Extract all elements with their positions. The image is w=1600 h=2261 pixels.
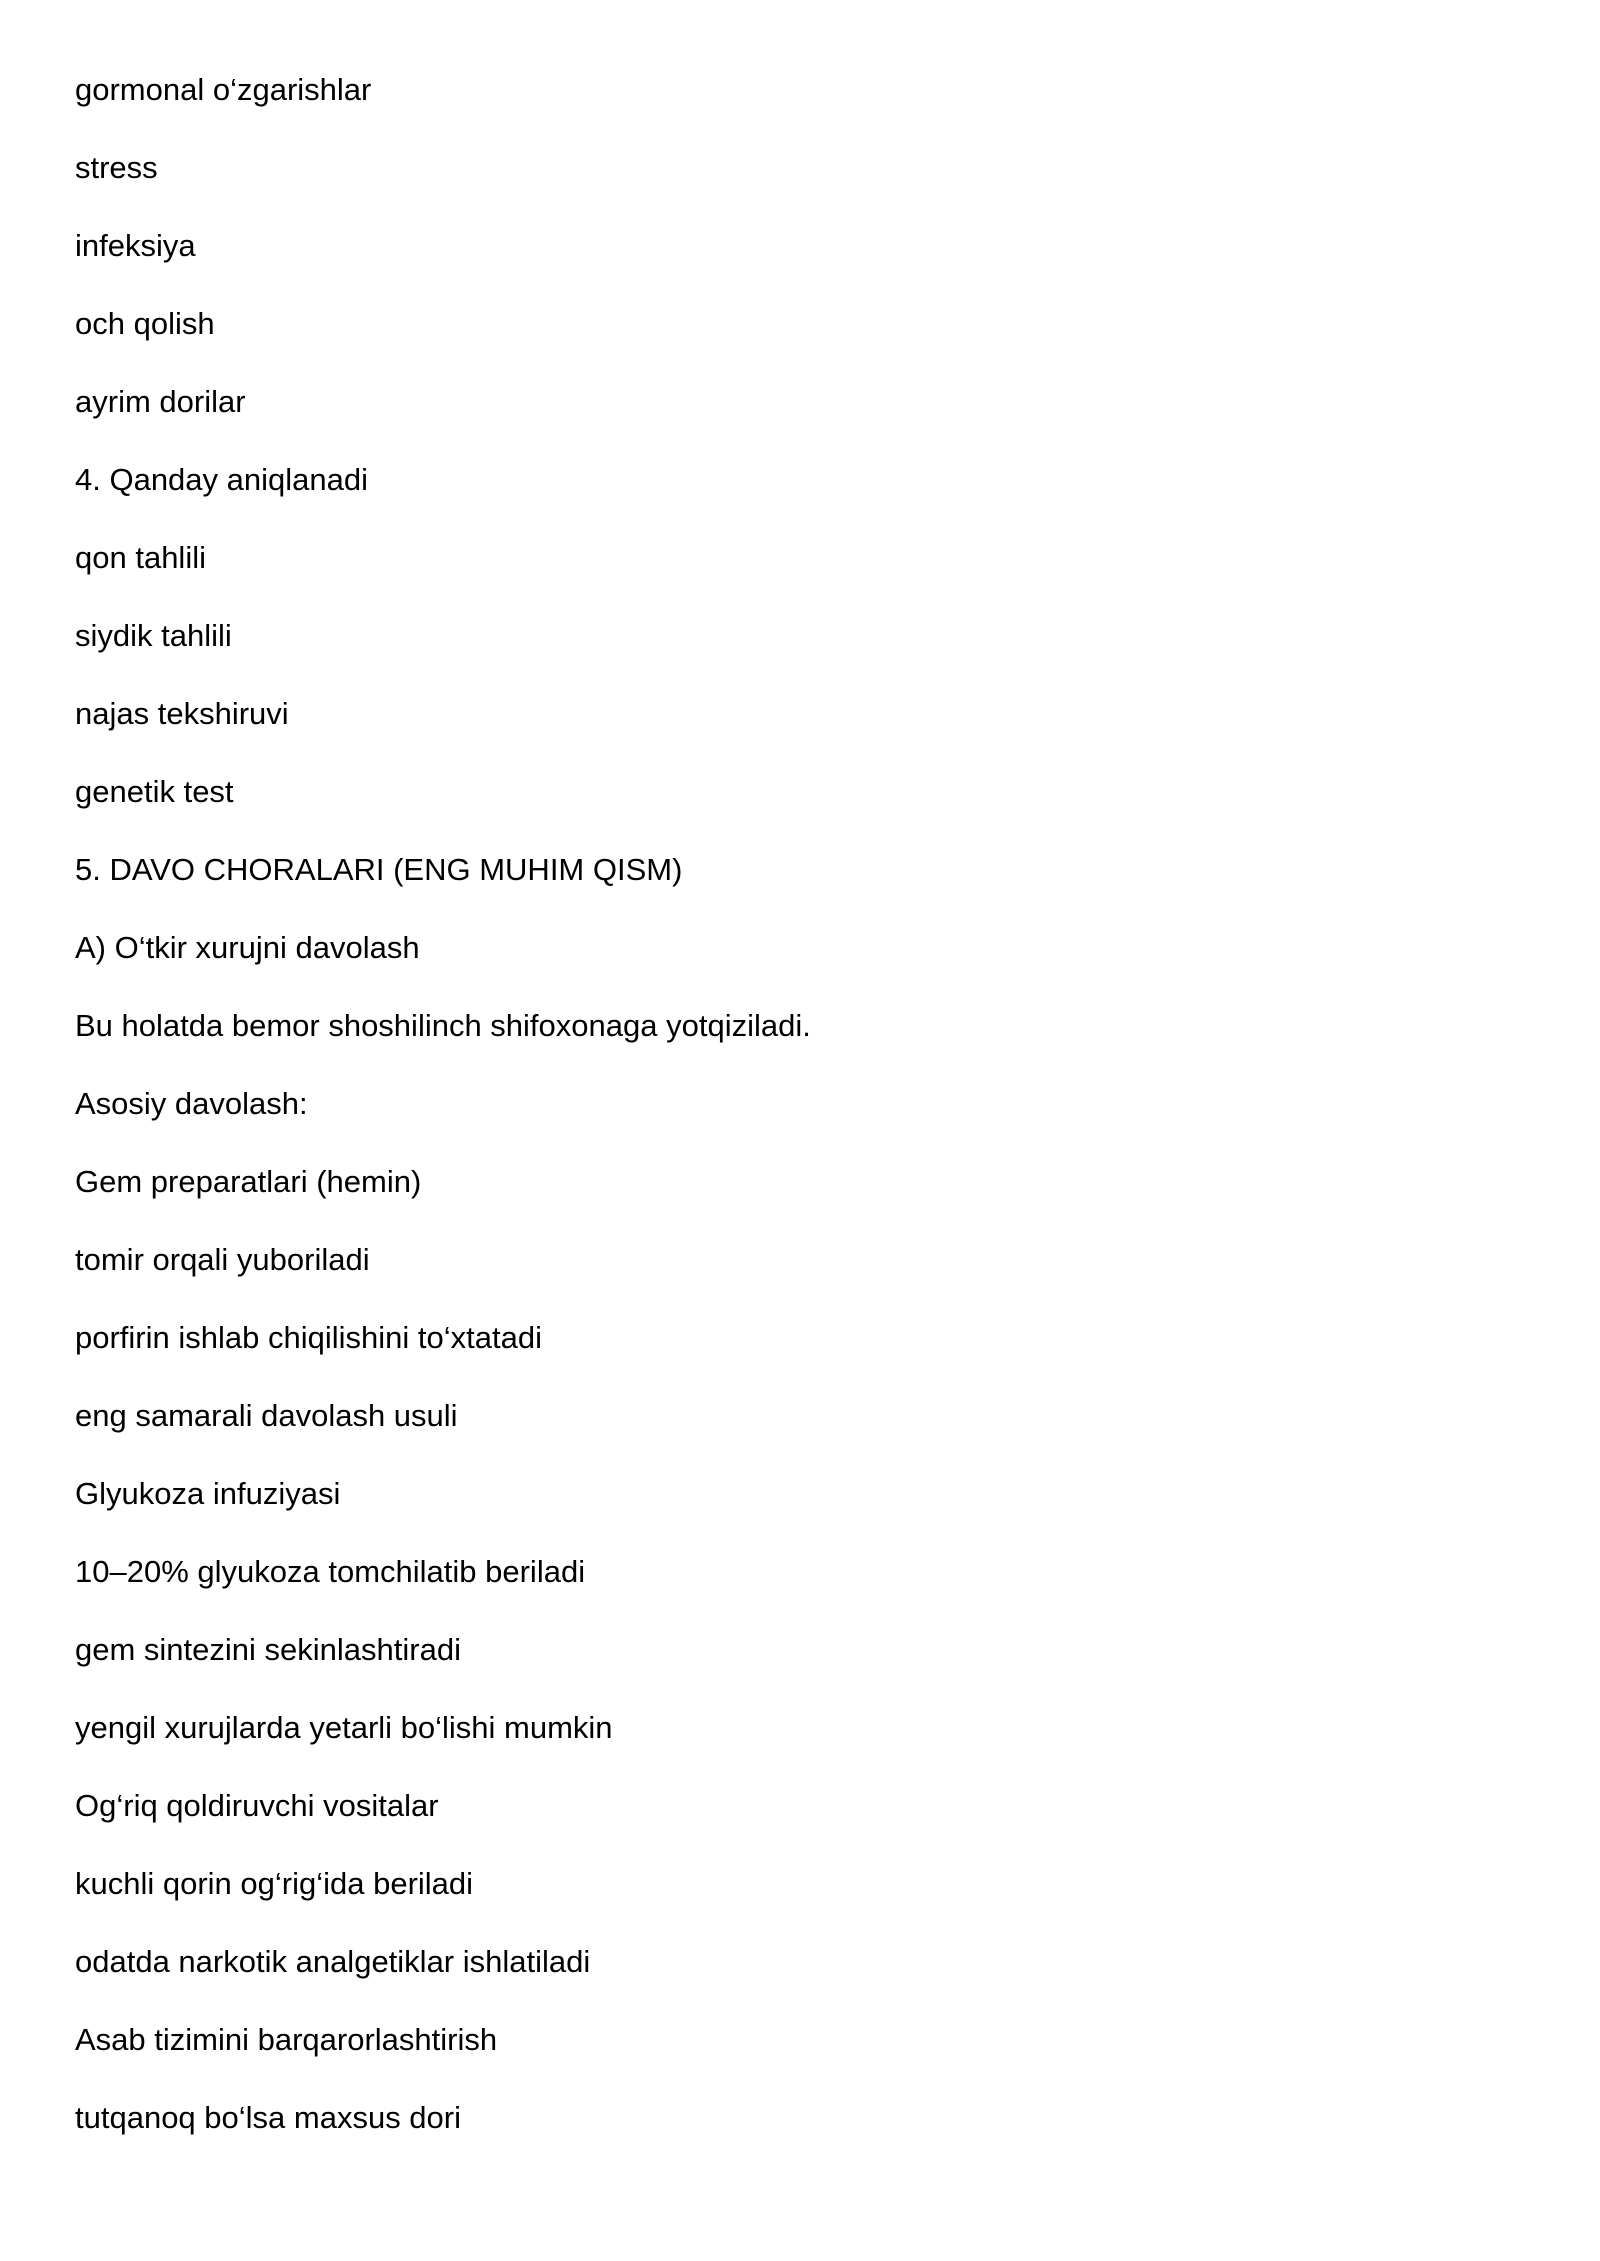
list-item: Og‘riq qoldiruvchi vositalar (75, 1788, 439, 1823)
list-item: siydik tahlili (75, 618, 232, 653)
list-item: stress (75, 150, 158, 185)
list-item: porfirin ishlab chiqilishini to‘xtatadi (75, 1320, 542, 1355)
paragraph: Bu holatda bemor shoshilinch shifoxonaga yotqiziladi. (75, 1008, 811, 1043)
list-item: najas tekshiruvi (75, 696, 289, 731)
paragraph: Asosiy davolash: (75, 1086, 308, 1121)
list-item: infeksiya (75, 228, 196, 263)
list-item: ayrim dorilar (75, 384, 246, 419)
list-item: qon tahlili (75, 540, 206, 575)
list-item: yengil xurujlarda yetarli bo‘lishi mumkin (75, 1710, 613, 1745)
list-item: och qolish (75, 306, 215, 341)
document-text (75, 70, 1525, 2176)
section-heading: 5. DAVO CHORALARI (ENG MUHIM QISM) (75, 852, 683, 887)
list-item: gormonal o‘zgarishlar (75, 72, 372, 107)
section-heading: 4. Qanday aniqlanadi (75, 462, 369, 497)
list-item: eng samarali davolash usuli (75, 1398, 458, 1433)
list-item: Gem preparatlari (hemin) (75, 1164, 422, 1199)
list-item: tutqanoq bo‘lsa maxsus dori (75, 2100, 462, 2135)
list-item: genetik test (75, 774, 234, 809)
subsection-heading: A) O‘tkir xurujni davolash (75, 930, 420, 965)
list-item: Glyukoza infuziyasi (75, 1476, 341, 1511)
list-item: Asab tizimini barqarorlashtirish (75, 2022, 498, 2057)
list-item: kuchli qorin og‘rig‘ida beriladi (75, 1866, 474, 1901)
list-item: odatda narkotik analgetiklar ishlatiladi (75, 1944, 591, 1979)
list-item: 10–20% glyukoza tomchilatib beriladi (75, 1554, 586, 1589)
list-item: tomir orqali yuboriladi (75, 1242, 370, 1277)
list-item: gem sintezini sekinlashtiradi (75, 1632, 461, 1667)
